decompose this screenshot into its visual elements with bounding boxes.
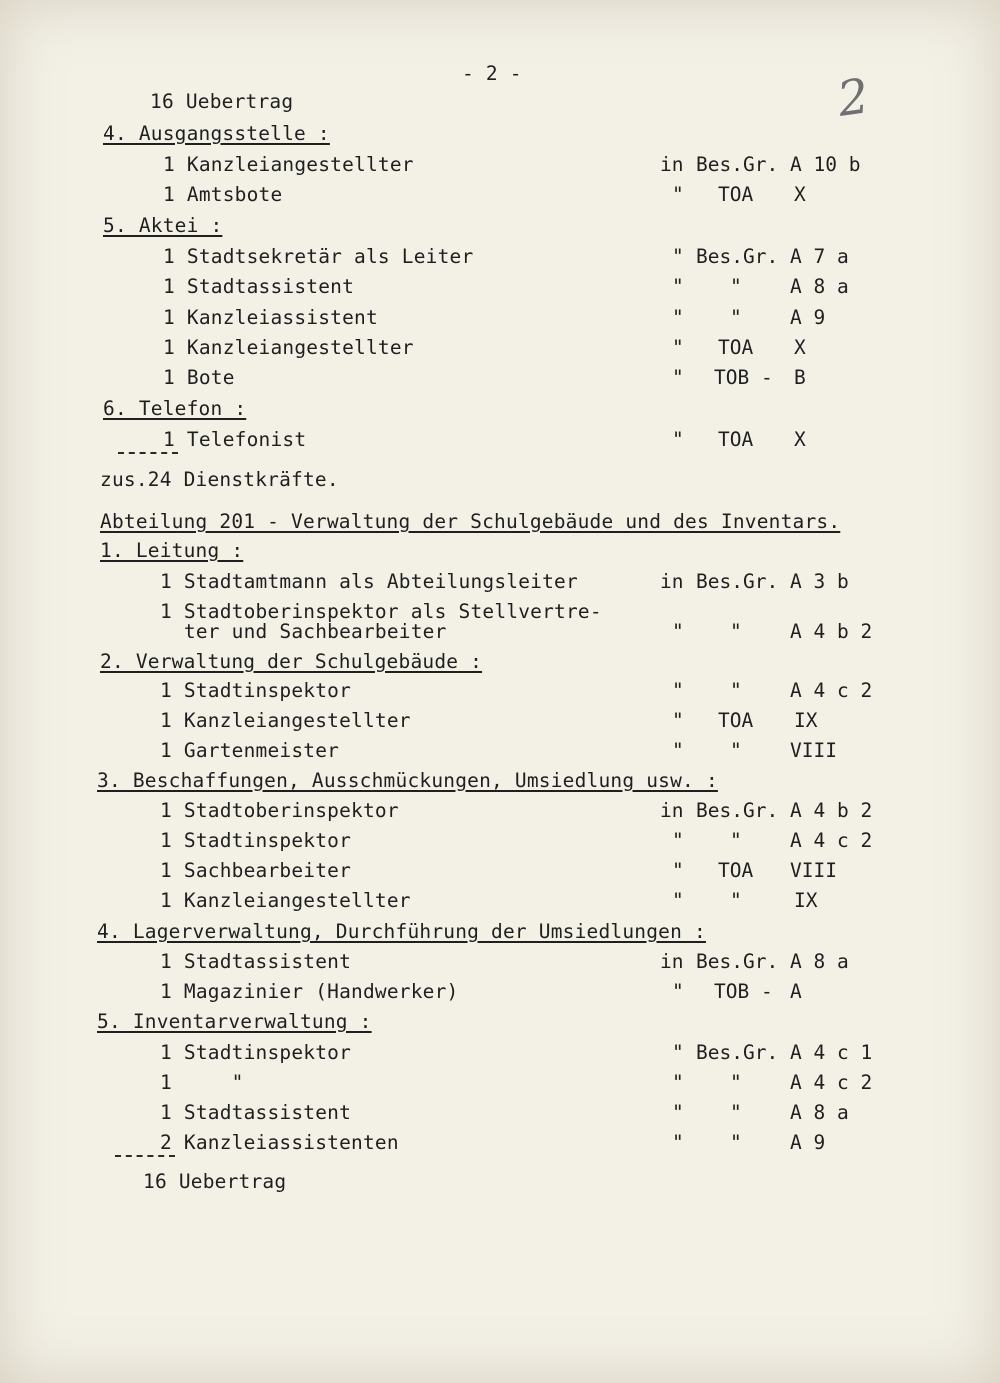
section-heading: 5. Inventarverwaltung :	[97, 1010, 372, 1033]
column-group: TOA	[718, 183, 754, 206]
column-group: "	[730, 1071, 742, 1094]
column-in: "	[672, 679, 684, 702]
column-group: Bes.Gr.	[696, 1041, 779, 1064]
column-in: "	[672, 1071, 684, 1094]
entry-line: 1 "	[160, 1071, 244, 1094]
dashed-underline	[115, 1155, 175, 1157]
entry-line: ter und Sachbearbeiter	[160, 620, 447, 643]
entry-line: 16 Uebertrag	[150, 90, 294, 113]
entry-line: 1 Bote	[163, 366, 235, 389]
section-heading: 5. Aktei :	[103, 214, 223, 237]
column-grade: A 4 c 2	[790, 679, 873, 702]
column-group: "	[730, 889, 742, 912]
entry-line: 1 Kanzleiassistent	[163, 306, 378, 329]
column-grade: X	[794, 183, 806, 206]
column-grade: A 9	[790, 306, 826, 329]
entry-line: 1 Stadtassistent	[160, 950, 352, 973]
entry-line: 2 Kanzleiassistenten	[160, 1131, 399, 1154]
section-heading: 6. Telefon :	[103, 397, 247, 420]
entry-line: 1 Stadtassistent	[160, 1101, 352, 1124]
column-grade: A 3 b	[790, 570, 849, 593]
entry-line: 1 Stadtoberinspektor	[160, 799, 399, 822]
entry-line: 16 Uebertrag	[143, 1170, 287, 1193]
column-grade: A 7 a	[790, 245, 849, 268]
column-in: "	[672, 245, 684, 268]
column-grade: VIII	[790, 739, 837, 762]
column-group: TOA	[718, 428, 754, 451]
entry-line: 1 Stadtinspektor	[160, 679, 352, 702]
column-group: Bes.Gr.	[696, 570, 779, 593]
column-group: TOA	[718, 336, 754, 359]
column-in: "	[672, 709, 684, 732]
column-group: Bes.Gr.	[696, 950, 779, 973]
column-group: TOA	[718, 859, 754, 882]
column-grade: A 4 b 2	[790, 799, 873, 822]
entry-line: 1 Magazinier (Handwerker)	[160, 980, 459, 1003]
column-grade: X	[794, 428, 806, 451]
column-in: "	[672, 428, 684, 451]
entry-line: 1 Telefonist	[163, 428, 307, 451]
entry-line: 1 Stadtsekretär als Leiter	[163, 245, 474, 268]
column-in: "	[672, 1131, 684, 1154]
section-heading: 1. Leitung :	[100, 539, 244, 562]
entry-line: 1 Sachbearbeiter	[160, 859, 352, 882]
column-in: in	[660, 950, 684, 973]
column-group: Bes.Gr.	[696, 153, 779, 176]
column-in: "	[672, 739, 684, 762]
column-group: "	[730, 620, 742, 643]
column-in: "	[672, 1041, 684, 1064]
column-in: "	[672, 980, 684, 1003]
column-in: "	[672, 829, 684, 852]
column-group: "	[730, 829, 742, 852]
column-in: "	[672, 336, 684, 359]
column-in: "	[672, 620, 684, 643]
column-in: "	[672, 889, 684, 912]
entry-line: 1 Amtsbote	[163, 183, 283, 206]
entry-line: zus.24 Dienstkräfte.	[100, 468, 339, 491]
column-group: "	[730, 1101, 742, 1124]
column-in: "	[672, 306, 684, 329]
section-heading: 4. Ausgangsstelle :	[103, 122, 330, 145]
handwritten-corner-mark: 2	[834, 68, 873, 128]
column-group: "	[730, 1131, 742, 1154]
column-group: Bes.Gr.	[696, 799, 779, 822]
section-heading: 3. Beschaffungen, Ausschmückungen, Umsiedlung usw. :	[97, 769, 718, 792]
column-group: TOB -	[714, 980, 773, 1003]
column-group: Bes.Gr.	[696, 245, 779, 268]
column-grade: A 8 a	[790, 1101, 849, 1124]
entry-line: 1 Kanzleiangestellter	[160, 709, 411, 732]
column-in: "	[672, 859, 684, 882]
section-heading: 2. Verwaltung der Schulgebäude :	[100, 650, 483, 673]
column-in: "	[672, 275, 684, 298]
section-heading: 4. Lagerverwaltung, Durchführung der Umsiedlungen :	[97, 920, 706, 943]
column-grade: A	[790, 980, 802, 1003]
entry-line: 1 Kanzleiangestellter	[163, 336, 414, 359]
column-grade: A 9	[790, 1131, 826, 1154]
entry-line: 1 Stadtinspektor	[160, 829, 352, 852]
entry-line: 1 Gartenmeister	[160, 739, 340, 762]
column-group: TOB -	[714, 366, 773, 389]
column-group: "	[730, 739, 742, 762]
column-group: "	[730, 679, 742, 702]
column-grade: A 8 a	[790, 950, 849, 973]
column-in: in	[660, 153, 684, 176]
entry-line: 1 Stadtoberinspektor als Stellvertre-	[160, 600, 602, 623]
column-in: in	[660, 799, 684, 822]
column-grade: X	[794, 336, 806, 359]
entry-line: 1 Kanzleiangestellter	[160, 889, 411, 912]
entry-line: 1 Stadtinspektor	[160, 1041, 352, 1064]
column-grade: IX	[794, 889, 818, 912]
column-grade: A 4 c 1	[790, 1041, 873, 1064]
column-grade: IX	[794, 709, 818, 732]
column-grade: A 8 a	[790, 275, 849, 298]
column-in: in	[660, 570, 684, 593]
section-heading: Abteilung 201 - Verwaltung der Schulgebäude und des Inventars.	[100, 510, 841, 533]
column-grade: A 4 b 2	[790, 620, 873, 643]
entry-line: 1 Kanzleiangestellter	[163, 153, 414, 176]
column-in: "	[672, 1101, 684, 1124]
entry-line: 1 Stadtamtmann als Abteilungsleiter	[160, 570, 578, 593]
column-in: "	[672, 183, 684, 206]
dashed-underline	[118, 452, 178, 454]
column-grade: A 10 b	[790, 153, 861, 176]
column-grade: A 4 c 2	[790, 829, 873, 852]
column-grade: A 4 c 2	[790, 1071, 873, 1094]
column-group: TOA	[718, 709, 754, 732]
column-group: "	[730, 306, 742, 329]
column-grade: VIII	[790, 859, 837, 882]
entry-line: 1 Stadtassistent	[163, 275, 355, 298]
column-group: "	[730, 275, 742, 298]
column-grade: B	[794, 366, 806, 389]
column-in: "	[672, 366, 684, 389]
page-number: - 2 -	[462, 62, 522, 85]
